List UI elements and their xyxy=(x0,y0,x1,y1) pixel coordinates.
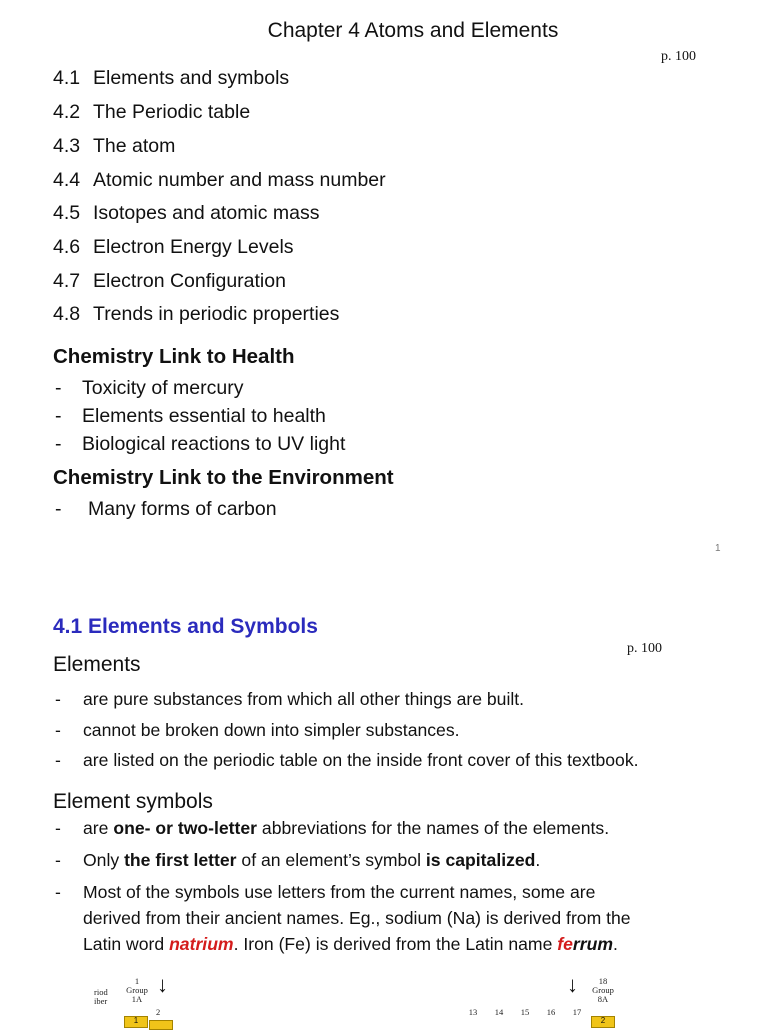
toc-item xyxy=(53,103,250,123)
bullet-dash: - xyxy=(55,750,61,770)
toc-label: Electron Energy Levels xyxy=(93,236,294,258)
bullet-dash: - xyxy=(55,689,61,709)
toc-item xyxy=(53,305,339,325)
toc-item xyxy=(53,171,386,191)
toc-number: 4.5 xyxy=(53,202,81,224)
toc-label: Elements and symbols xyxy=(93,67,290,89)
toc-number: 4.6 xyxy=(53,236,81,258)
text-run: . xyxy=(613,934,618,954)
toc-label: The atom xyxy=(93,135,176,157)
list-item xyxy=(55,820,735,840)
group-number: 13 xyxy=(468,1007,478,1017)
group-8a-header: 18 Group 8A xyxy=(592,976,614,1004)
page-reference: p. 100 xyxy=(661,49,696,64)
list-item-text: cannot be broken down into simpler substances. xyxy=(83,720,460,740)
bullet-dash: - xyxy=(55,720,61,740)
bold-text: one- or two-letter xyxy=(113,818,258,838)
text-run: . Iron (Fe) is derived from the Latin name xyxy=(233,934,558,954)
bullet-dash: - xyxy=(55,850,61,870)
health-heading: Chemistry Link to Health xyxy=(53,345,295,368)
list-item xyxy=(55,691,735,711)
list-item-text: Most of the symbols use letters from the current names, some are xyxy=(83,882,596,902)
period-label: riod iber xyxy=(94,987,108,1006)
latin-word-ferrum-rest: rrum xyxy=(572,934,614,954)
list-item xyxy=(55,884,745,954)
element-cell: 2 xyxy=(591,1016,615,1028)
group-number: 14 xyxy=(494,1007,504,1017)
latin-word-natrium: natrium xyxy=(169,934,234,954)
element-symbols-heading: Element symbols xyxy=(53,790,213,813)
toc-label: Electron Configuration xyxy=(93,270,286,292)
text-run: abbreviations for the names of the elements. xyxy=(257,818,610,838)
environment-heading: Chemistry Link to the Environment xyxy=(53,466,394,489)
toc-number: 4.8 xyxy=(53,303,81,325)
list-item-text: Many forms of carbon xyxy=(88,498,277,520)
toc-item xyxy=(53,137,175,157)
element-cell xyxy=(149,1020,173,1030)
elements-heading: Elements xyxy=(53,653,141,676)
text-run: are xyxy=(83,818,114,838)
list-item-text: derived from their ancient names. Eg., sodium (Na) is derived from the xyxy=(83,908,631,928)
text-run: Latin word xyxy=(83,934,170,954)
list-item xyxy=(55,752,755,772)
toc-number: 4.1 xyxy=(53,67,81,89)
list-item xyxy=(55,435,455,457)
section-title: 4.1 Elements and Symbols xyxy=(53,615,318,638)
bullet-dash: - xyxy=(55,377,62,399)
toc-label: Trends in periodic properties xyxy=(93,303,340,325)
list-item xyxy=(55,407,455,429)
chapter-title: Chapter 4 Atoms and Elements xyxy=(267,19,559,42)
element-cell: 1 xyxy=(124,1016,148,1028)
text-run: . xyxy=(535,850,541,870)
group-numbers-row xyxy=(460,1008,590,1017)
toc-item xyxy=(53,204,320,224)
text-run: Only xyxy=(83,850,125,870)
bullet-dash: - xyxy=(55,818,61,838)
list-item xyxy=(55,500,455,522)
toc-label: Atomic number and mass number xyxy=(93,169,386,191)
bullet-dash: - xyxy=(55,498,62,520)
bullet-dash: - xyxy=(55,882,61,902)
toc-label: Isotopes and atomic mass xyxy=(93,202,320,224)
bold-text: is capitalized xyxy=(425,850,536,870)
bullet-dash: - xyxy=(55,433,62,455)
list-item-text: are pure substances from which all other things are built. xyxy=(83,689,525,709)
list-item-text: are listed on the periodic table on the inside front cover of this textbook. xyxy=(83,750,639,770)
toc-number: 4.2 xyxy=(53,101,81,123)
bullet-dash: - xyxy=(55,405,62,427)
group-number: 15 xyxy=(520,1007,530,1017)
toc-item xyxy=(53,272,286,292)
toc-number: 4.3 xyxy=(53,135,81,157)
toc-number: 4.7 xyxy=(53,270,81,292)
list-item-text: Biological reactions to UV light xyxy=(82,433,346,455)
latin-word-ferrum-highlight: fe xyxy=(557,934,573,954)
list-item xyxy=(55,722,735,742)
bold-text: the first letter xyxy=(124,850,237,870)
list-item xyxy=(55,379,455,401)
list-item-text: Toxicity of mercury xyxy=(82,377,244,399)
group-1a-header: 1 Group 1A xyxy=(126,976,148,1004)
group-number: 16 xyxy=(546,1007,556,1017)
list-item-text xyxy=(83,820,609,838)
toc-item xyxy=(53,238,294,258)
list-item xyxy=(55,852,735,872)
list-item-text xyxy=(83,936,618,954)
group-2-number: 2 xyxy=(156,1007,161,1017)
toc-number: 4.4 xyxy=(53,169,81,191)
arrow-down-icon: ↓ xyxy=(157,972,168,997)
text-run: of an element’s symbol xyxy=(236,850,426,870)
list-item-text xyxy=(83,852,540,870)
slide-number: 1 xyxy=(715,543,721,554)
arrow-down-icon: ↓ xyxy=(567,972,578,997)
page-reference: p. 100 xyxy=(627,641,662,656)
toc-item xyxy=(53,69,289,89)
group-number: 17 xyxy=(572,1007,582,1017)
list-item-text: Elements essential to health xyxy=(82,405,326,427)
toc-label: The Periodic table xyxy=(93,101,251,123)
